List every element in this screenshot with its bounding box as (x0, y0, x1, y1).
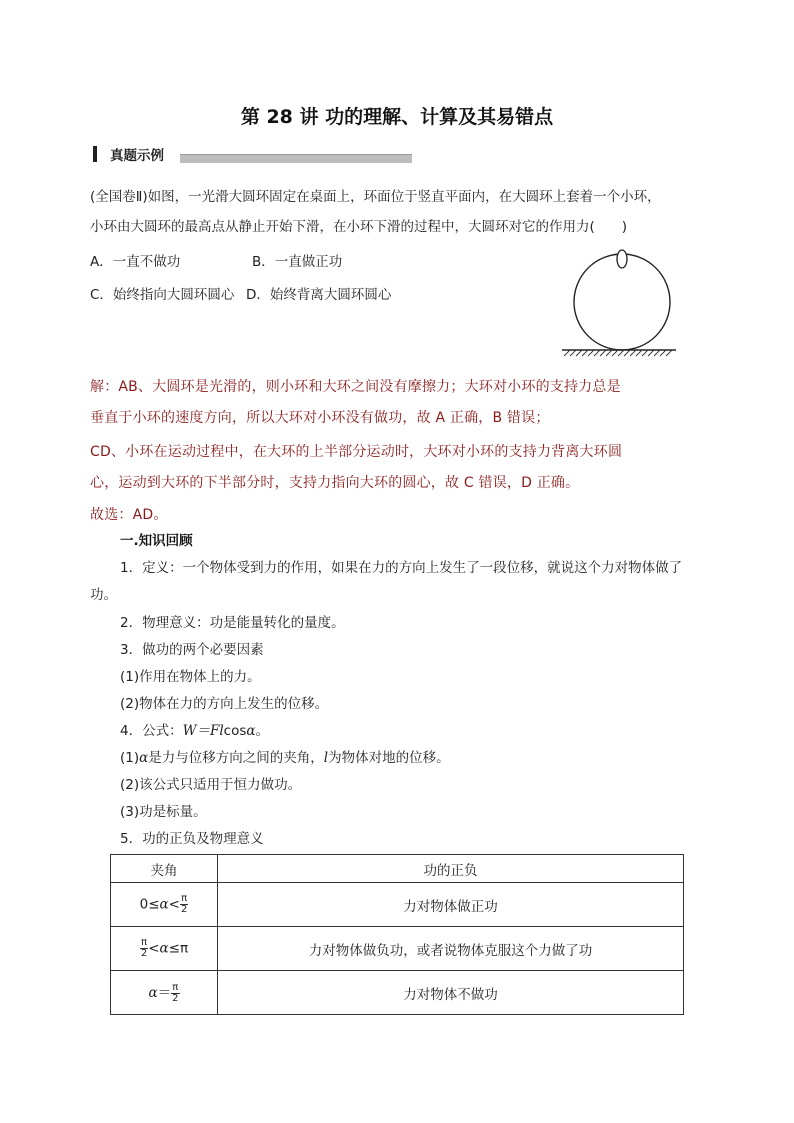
table-row (111, 883, 684, 927)
note-3: (3)功是标量。 (120, 804, 207, 820)
knowledge-heading: 一.知识回顾 (120, 533, 193, 549)
question-line-1: (全国卷Ⅱ)如图，一光滑大圆环固定在桌面上，环面位于竖直平面内，在大圆环上套着一个小环， (90, 189, 661, 205)
sign-heading: 5．功的正负及物理意义 (120, 831, 264, 847)
angle-lower: 0≤ (139, 896, 160, 913)
formula (120, 719, 269, 739)
pi-over-2 (140, 938, 148, 959)
option-d: D．始终背离大圆环圆心 (246, 287, 392, 303)
sign-cell: 力对物体做正功 (218, 883, 684, 927)
table-header-row (111, 855, 684, 883)
frac-num: π (172, 981, 179, 993)
angle-cell (111, 927, 218, 971)
header-sign: 功的正负 (218, 855, 684, 883)
solution-line-4: 心，运动到大环的下半部分时，支持力指向大环的圆心，故 C 错误，D 正确。 (90, 475, 580, 491)
formula-expression: W＝Fl (182, 723, 224, 739)
formula-prefix: 4．公式： (120, 723, 183, 739)
angle-alpha: α (159, 940, 169, 957)
pi-over-2 (180, 894, 188, 915)
formula-end: 。 (255, 723, 269, 739)
frac-num: π (181, 893, 188, 904)
small-ring (617, 250, 627, 268)
angle-cell (111, 971, 218, 1015)
formula-alpha: α (246, 723, 256, 739)
note-1-text-end: 为物体对地的位移。 (328, 750, 450, 766)
angle-op: ＝ (157, 985, 172, 1002)
frac-den: 2 (140, 948, 148, 959)
section-marker (93, 146, 97, 162)
option-c: C．始终指向大圆环圆心 (90, 287, 235, 303)
option-b: B．一直做正功 (252, 254, 343, 270)
solution-answer: 故选：AD。 (90, 507, 168, 523)
angle-op: < (168, 896, 180, 913)
formula-cos: cos (223, 723, 247, 739)
note-1-text: 是力与位移方向之间的夹角， (148, 750, 324, 766)
angle-op: < (148, 940, 160, 957)
note-1-l: l (323, 750, 329, 766)
angle-alpha: α (159, 896, 169, 913)
solution-line-3: CD、小环在运动过程中，在大环的上半部分运动时，大环对小环的支持力背离大环圆 (90, 444, 623, 460)
sign-cell: 力对物体做负功，或者说物体克服这个力做了功 (218, 927, 684, 971)
factor-1: (1)作用在物体上的力。 (120, 669, 261, 685)
frac-num: π (141, 937, 148, 948)
page-title: 第 28 讲 功的理解、计算及其易错点 (240, 106, 554, 128)
pi-over-2 (171, 983, 179, 1004)
angle-alpha: α (148, 985, 158, 1002)
physical-meaning: 2．物理意义：功是能量转化的量度。 (120, 615, 345, 631)
note-1-alpha: α (139, 750, 149, 766)
definition-line-2: 功。 (90, 587, 117, 603)
two-factors: 3．做功的两个必要因素 (120, 642, 264, 658)
note-1-number: (1) (120, 750, 140, 766)
frac-den: 2 (180, 904, 188, 915)
sign-cell: 力对物体不做功 (218, 971, 684, 1015)
question-line-2: 小环由大圆环的最高点从静止开始下滑，在小环下滑的过程中，大圆环对它的作用力( ) (90, 219, 628, 235)
table-hatching (564, 350, 672, 356)
table-row (111, 927, 684, 971)
work-sign-table (110, 854, 684, 1015)
note-2: (2)该公式只适用于恒力做功。 (120, 777, 302, 793)
solution-line-1: 解：AB、大圆环是光滑的，则小环和大环之间没有摩擦力；大环对小环的支持力总是 (90, 379, 621, 395)
note-1 (120, 746, 450, 766)
ring-diagram (558, 246, 688, 358)
section-divider (180, 154, 412, 163)
frac-den: 2 (172, 992, 179, 1004)
table-row (111, 971, 684, 1015)
definition-line-1: 1．定义：一个物体受到力的作用，如果在力的方向上发生了一段位移，就说这个力对物体做了 (120, 560, 683, 576)
angle-upper: ≤π (168, 940, 189, 957)
section-header: 真题示例 (110, 148, 164, 164)
angle-cell (111, 883, 218, 927)
option-a: A．一直不做功 (90, 254, 181, 270)
factor-2: (2)物体在力的方向上发生的位移。 (120, 696, 329, 712)
solution-line-2: 垂直于小环的速度方向，所以大环对小环没有做功，故 A 正确，B 错误； (90, 410, 550, 426)
header-angle: 夹角 (111, 855, 218, 883)
